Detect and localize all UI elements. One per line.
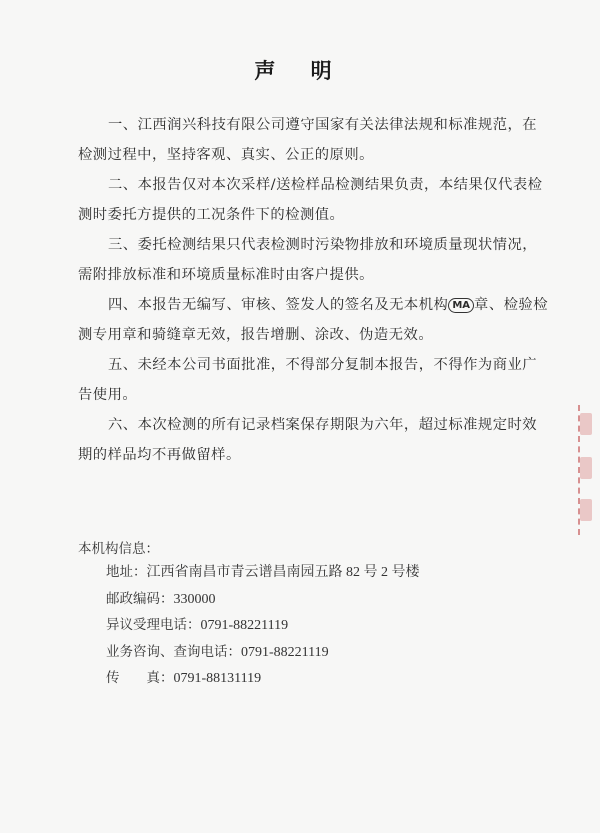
clause-item: 二、本报告仅对本次采样/送检样品检测结果负责，本结果仅代表检测时委托方提供的工况条件下的检测值。 (78, 177, 543, 223)
info-label: 地址： (106, 564, 147, 580)
stamp-fragment (580, 413, 592, 435)
clause-list (78, 110, 548, 470)
info-list (106, 563, 420, 696)
info-value: 0791-88131119 (173, 671, 262, 686)
postal-code-row (106, 590, 420, 617)
business-phone-row (106, 643, 420, 670)
seam-stamp-icon (578, 405, 592, 535)
info-label: 传 真： (106, 670, 174, 686)
cma-mark-icon: MA (448, 298, 474, 313)
info-heading: 本机构信息： (78, 541, 159, 557)
info-value: 0791-88221119 (200, 618, 289, 633)
clause-item: 一、江西润兴科技有限公司遵守国家有关法律法规和标准规范，在检测过程中，坚持客观、真实、公正的原则。 (78, 117, 538, 163)
clause-item: 三、委托检测结果只代表检测时污染物排放和环境质量现状情况，需附排放标准和环境质量标准时由客户提供。 (78, 237, 538, 283)
address-row (106, 563, 420, 590)
fax-row (106, 669, 420, 696)
clause-item: 五、未经本公司书面批准，不得部分复制本报告，不得作为商业广告使用。 (78, 357, 538, 403)
clause-item: 六、本次检测的所有记录档案保存期限为六年，超过标准规定时效期的样品均不再做留样。 (78, 417, 538, 463)
info-label: 异议受理电话： (106, 617, 201, 633)
stamp-fragment (580, 499, 592, 521)
clause-item: 四、本报告无编写、审核、签发人的签名及无本机构 MA 章、检验检测专用章和骑缝章无效，报告增删、涂改、伪造无效。 (78, 297, 549, 343)
info-value: 0791-88221119 (241, 644, 329, 660)
info-label: 业务咨询、查询电话： (106, 643, 241, 660)
info-label: 邮政编码： (106, 590, 174, 607)
complaint-phone-row (106, 616, 420, 643)
stamp-fragment (580, 457, 592, 479)
info-value: 江西省南昌市青云谱昌南园五路 82 号 2 号楼 (146, 565, 420, 580)
page-title: 声 明 (254, 58, 346, 83)
info-value: 330000 (173, 591, 216, 607)
